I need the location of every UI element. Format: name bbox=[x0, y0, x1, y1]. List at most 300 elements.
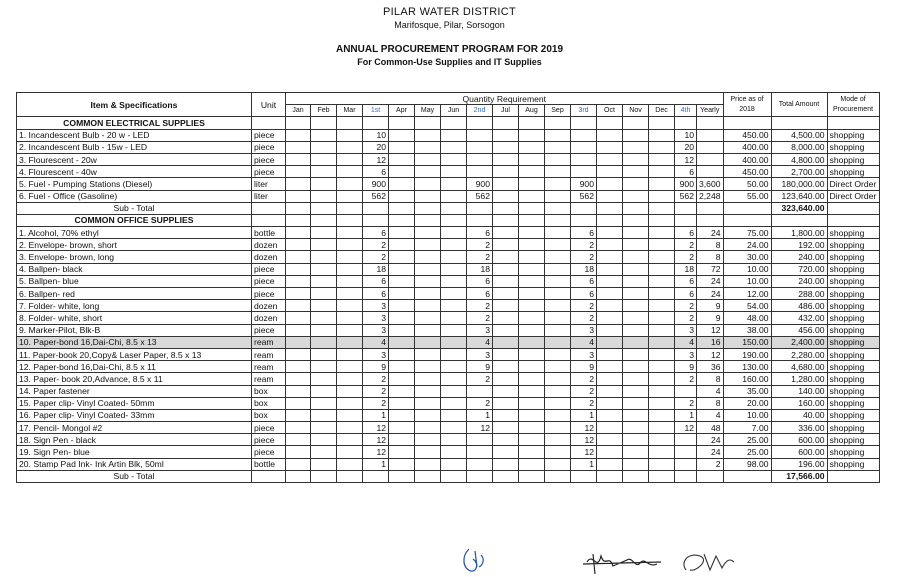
empty-cell bbox=[311, 434, 337, 446]
q2-cell bbox=[467, 166, 493, 178]
mode-cell: shopping bbox=[827, 166, 879, 178]
empty-cell bbox=[441, 275, 467, 287]
empty-cell bbox=[545, 446, 571, 458]
q2-cell: 2 bbox=[467, 312, 493, 324]
yearly-cell bbox=[697, 153, 724, 165]
q2-cell: 2 bbox=[467, 251, 493, 263]
empty-cell bbox=[545, 251, 571, 263]
empty-cell bbox=[441, 470, 467, 482]
empty-cell bbox=[597, 239, 623, 251]
empty-cell bbox=[519, 190, 545, 202]
empty-cell bbox=[493, 275, 519, 287]
empty-cell bbox=[286, 324, 311, 336]
price-cell: 450.00 bbox=[723, 129, 771, 141]
item-cell: 4. Flourescent - 40w bbox=[17, 166, 252, 178]
q4-cell bbox=[675, 434, 697, 446]
empty-cell bbox=[623, 263, 649, 275]
empty-cell bbox=[649, 227, 675, 239]
empty-cell bbox=[389, 153, 415, 165]
empty-cell bbox=[623, 227, 649, 239]
yearly-cell: 16 bbox=[697, 336, 724, 348]
section-title-row bbox=[17, 214, 880, 226]
empty-cell bbox=[493, 446, 519, 458]
empty-cell bbox=[623, 129, 649, 141]
table-row bbox=[17, 397, 880, 409]
empty-cell bbox=[519, 409, 545, 421]
total-cell: 4,500.00 bbox=[771, 129, 827, 141]
unit-cell: ream bbox=[252, 373, 286, 385]
unit-cell: dozen bbox=[252, 251, 286, 263]
empty-cell bbox=[649, 470, 675, 482]
price-cell: 50.00 bbox=[723, 178, 771, 190]
yearly-cell: 24 bbox=[697, 227, 724, 239]
empty-cell bbox=[389, 275, 415, 287]
mode-cell: shopping bbox=[827, 300, 879, 312]
price-cell: 75.00 bbox=[723, 227, 771, 239]
empty-cell bbox=[649, 458, 675, 470]
price-cell: 35.00 bbox=[723, 385, 771, 397]
subtotal-label: Sub - Total bbox=[17, 202, 252, 214]
empty-cell bbox=[286, 129, 311, 141]
empty-cell bbox=[286, 202, 311, 214]
empty-cell bbox=[441, 263, 467, 275]
empty-cell bbox=[623, 434, 649, 446]
unit-cell: box bbox=[252, 409, 286, 421]
empty-cell bbox=[771, 214, 827, 226]
empty-cell bbox=[623, 312, 649, 324]
empty-cell bbox=[286, 117, 311, 129]
q3-cell: 12 bbox=[571, 446, 597, 458]
price-cell: 160.00 bbox=[723, 373, 771, 385]
table-row bbox=[17, 227, 880, 239]
empty-cell bbox=[493, 385, 519, 397]
empty-cell bbox=[493, 263, 519, 275]
empty-cell bbox=[597, 227, 623, 239]
empty-cell bbox=[519, 348, 545, 360]
empty-cell bbox=[493, 166, 519, 178]
empty-cell bbox=[286, 300, 311, 312]
mode-cell: Direct Order bbox=[827, 178, 879, 190]
yearly-cell: 36 bbox=[697, 361, 724, 373]
total-cell: 2,700.00 bbox=[771, 166, 827, 178]
empty-cell bbox=[545, 373, 571, 385]
empty-cell bbox=[649, 324, 675, 336]
empty-cell bbox=[337, 397, 363, 409]
empty-cell bbox=[311, 153, 337, 165]
q4-cell: 3 bbox=[675, 324, 697, 336]
empty-cell bbox=[597, 434, 623, 446]
yearly-cell: 4 bbox=[697, 409, 724, 421]
q1-cell: 6 bbox=[363, 288, 389, 300]
total-cell: 240.00 bbox=[771, 275, 827, 287]
empty-cell bbox=[649, 166, 675, 178]
yearly-cell bbox=[697, 141, 724, 153]
total-cell: 456.00 bbox=[771, 324, 827, 336]
empty-cell bbox=[493, 141, 519, 153]
empty-cell bbox=[623, 300, 649, 312]
total-cell: 1,280.00 bbox=[771, 373, 827, 385]
empty-cell bbox=[697, 202, 724, 214]
item-cell: 20. Stamp Pad Ink- Ink Artin Blk, 50ml bbox=[17, 458, 252, 470]
empty-cell bbox=[286, 470, 311, 482]
item-cell: 9. Marker-Pilot, Blk-B bbox=[17, 324, 252, 336]
empty-cell bbox=[545, 288, 571, 300]
empty-cell bbox=[286, 288, 311, 300]
q4-cell: 6 bbox=[675, 166, 697, 178]
unit-cell: piece bbox=[252, 422, 286, 434]
table-row bbox=[17, 178, 880, 190]
empty-cell bbox=[389, 470, 415, 482]
empty-cell bbox=[337, 129, 363, 141]
table-row bbox=[17, 324, 880, 336]
empty-cell bbox=[493, 470, 519, 482]
q4-cell: 12 bbox=[675, 422, 697, 434]
item-cell: 17. Pencil- Mongol #2 bbox=[17, 422, 252, 434]
empty-cell bbox=[623, 324, 649, 336]
q2-cell: 2 bbox=[467, 373, 493, 385]
q1-cell: 6 bbox=[363, 166, 389, 178]
empty-cell bbox=[441, 251, 467, 263]
empty-cell bbox=[623, 190, 649, 202]
total-cell: 1,800.00 bbox=[771, 227, 827, 239]
q1-cell: 9 bbox=[363, 361, 389, 373]
empty-cell bbox=[519, 385, 545, 397]
empty-cell bbox=[697, 214, 724, 226]
empty-cell bbox=[675, 202, 697, 214]
empty-cell bbox=[649, 251, 675, 263]
empty-cell bbox=[337, 202, 363, 214]
price-cell: 98.00 bbox=[723, 458, 771, 470]
empty-cell bbox=[597, 251, 623, 263]
empty-cell bbox=[623, 336, 649, 348]
empty-cell bbox=[286, 385, 311, 397]
empty-cell bbox=[441, 324, 467, 336]
empty-cell bbox=[337, 141, 363, 153]
empty-cell bbox=[545, 166, 571, 178]
header-month: Aug bbox=[519, 105, 545, 117]
mode-cell: shopping bbox=[827, 275, 879, 287]
empty-cell bbox=[545, 117, 571, 129]
empty-cell bbox=[519, 288, 545, 300]
empty-cell bbox=[389, 239, 415, 251]
q1-cell: 2 bbox=[363, 251, 389, 263]
yearly-cell: 24 bbox=[697, 275, 724, 287]
empty-cell bbox=[415, 251, 441, 263]
yearly-cell: 24 bbox=[697, 446, 724, 458]
total-cell: 196.00 bbox=[771, 458, 827, 470]
q2-cell: 2 bbox=[467, 300, 493, 312]
empty-cell bbox=[723, 214, 771, 226]
mode-cell: shopping bbox=[827, 373, 879, 385]
document-header bbox=[0, 6, 899, 67]
empty-cell bbox=[493, 239, 519, 251]
empty-cell bbox=[337, 458, 363, 470]
item-cell: 6. Fuel - Office (Gasoline) bbox=[17, 190, 252, 202]
header-month: Jul bbox=[493, 105, 519, 117]
empty-cell bbox=[623, 397, 649, 409]
empty-cell bbox=[519, 336, 545, 348]
empty-cell bbox=[597, 275, 623, 287]
q3-cell: 6 bbox=[571, 275, 597, 287]
q2-cell: 562 bbox=[467, 190, 493, 202]
empty-cell bbox=[597, 178, 623, 190]
q4-cell bbox=[675, 458, 697, 470]
unit-cell: ream bbox=[252, 348, 286, 360]
empty-cell bbox=[389, 190, 415, 202]
table-header-row bbox=[17, 93, 880, 105]
empty-cell bbox=[252, 214, 286, 226]
item-cell: 5. Fuel - Pumping Stations (Diesel) bbox=[17, 178, 252, 190]
empty-cell bbox=[675, 470, 697, 482]
item-cell: 5. Ballpen- blue bbox=[17, 275, 252, 287]
q4-cell: 562 bbox=[675, 190, 697, 202]
q1-cell: 12 bbox=[363, 422, 389, 434]
empty-cell bbox=[389, 214, 415, 226]
empty-cell bbox=[597, 422, 623, 434]
price-cell: 150.00 bbox=[723, 336, 771, 348]
total-cell: 2,280.00 bbox=[771, 348, 827, 360]
empty-cell bbox=[519, 361, 545, 373]
unit-cell: piece bbox=[252, 288, 286, 300]
empty-cell bbox=[519, 300, 545, 312]
empty-cell bbox=[545, 202, 571, 214]
empty-cell bbox=[337, 288, 363, 300]
empty-cell bbox=[311, 300, 337, 312]
empty-cell bbox=[389, 129, 415, 141]
q4-cell: 2 bbox=[675, 239, 697, 251]
price-cell: 7.00 bbox=[723, 422, 771, 434]
empty-cell bbox=[597, 458, 623, 470]
empty-cell bbox=[649, 385, 675, 397]
empty-cell bbox=[389, 141, 415, 153]
q3-cell: 2 bbox=[571, 312, 597, 324]
yearly-cell bbox=[697, 129, 724, 141]
header-month: Jan bbox=[286, 105, 311, 117]
mode-cell: Direct Order bbox=[827, 190, 879, 202]
empty-cell bbox=[571, 214, 597, 226]
empty-cell bbox=[337, 324, 363, 336]
q1-cell: 3 bbox=[363, 312, 389, 324]
empty-cell bbox=[363, 202, 389, 214]
q1-cell: 2 bbox=[363, 239, 389, 251]
table-row bbox=[17, 251, 880, 263]
empty-cell bbox=[441, 446, 467, 458]
price-cell: 24.00 bbox=[723, 239, 771, 251]
q1-cell: 3 bbox=[363, 348, 389, 360]
empty-cell bbox=[311, 336, 337, 348]
empty-cell bbox=[649, 202, 675, 214]
empty-cell bbox=[441, 348, 467, 360]
empty-cell bbox=[415, 422, 441, 434]
empty-cell bbox=[252, 202, 286, 214]
empty-cell bbox=[415, 446, 441, 458]
item-cell: 16. Paper clip- Vinyl Coated- 33mm bbox=[17, 409, 252, 421]
empty-cell bbox=[337, 251, 363, 263]
empty-cell bbox=[286, 141, 311, 153]
empty-cell bbox=[493, 422, 519, 434]
header-month: 2nd bbox=[467, 105, 493, 117]
empty-cell bbox=[311, 409, 337, 421]
unit-cell: ream bbox=[252, 361, 286, 373]
header-month: 4th bbox=[675, 105, 697, 117]
total-cell: 600.00 bbox=[771, 434, 827, 446]
empty-cell bbox=[519, 117, 545, 129]
empty-cell bbox=[311, 458, 337, 470]
empty-cell bbox=[311, 470, 337, 482]
q4-cell: 2 bbox=[675, 397, 697, 409]
q4-cell: 6 bbox=[675, 227, 697, 239]
q4-cell: 3 bbox=[675, 348, 697, 360]
empty-cell bbox=[415, 141, 441, 153]
empty-cell bbox=[337, 361, 363, 373]
empty-cell bbox=[519, 227, 545, 239]
empty-cell bbox=[337, 434, 363, 446]
empty-cell bbox=[441, 190, 467, 202]
q3-cell: 2 bbox=[571, 373, 597, 385]
empty-cell bbox=[311, 129, 337, 141]
empty-cell bbox=[571, 470, 597, 482]
empty-cell bbox=[441, 214, 467, 226]
empty-cell bbox=[311, 239, 337, 251]
mode-cell: shopping bbox=[827, 288, 879, 300]
q2-cell: 2 bbox=[467, 239, 493, 251]
table-row bbox=[17, 361, 880, 373]
yearly-cell: 24 bbox=[697, 288, 724, 300]
total-cell: 192.00 bbox=[771, 239, 827, 251]
q1-cell: 2 bbox=[363, 373, 389, 385]
empty-cell bbox=[493, 227, 519, 239]
org-name: PILAR WATER DISTRICT bbox=[382, 6, 517, 18]
empty-cell bbox=[493, 300, 519, 312]
empty-cell bbox=[389, 251, 415, 263]
total-cell: 486.00 bbox=[771, 300, 827, 312]
signature-1 bbox=[455, 545, 495, 575]
q3-cell: 12 bbox=[571, 434, 597, 446]
header-unit: Unit bbox=[252, 93, 286, 117]
empty-cell bbox=[415, 361, 441, 373]
empty-cell bbox=[545, 153, 571, 165]
empty-cell bbox=[311, 373, 337, 385]
table-row bbox=[17, 275, 880, 287]
empty-cell bbox=[623, 178, 649, 190]
empty-cell bbox=[441, 385, 467, 397]
empty-cell bbox=[415, 458, 441, 470]
org-address: Marifosque, Pilar, Sorsogon bbox=[394, 20, 505, 30]
empty-cell bbox=[649, 190, 675, 202]
empty-cell bbox=[286, 422, 311, 434]
q4-cell: 12 bbox=[675, 153, 697, 165]
empty-cell bbox=[389, 336, 415, 348]
empty-cell bbox=[337, 300, 363, 312]
empty-cell bbox=[311, 178, 337, 190]
q2-cell: 6 bbox=[467, 288, 493, 300]
empty-cell bbox=[441, 288, 467, 300]
empty-cell bbox=[597, 166, 623, 178]
mode-cell: shopping bbox=[827, 312, 879, 324]
empty-cell bbox=[415, 397, 441, 409]
q3-cell: 900 bbox=[571, 178, 597, 190]
empty-cell bbox=[415, 348, 441, 360]
empty-cell bbox=[415, 275, 441, 287]
empty-cell bbox=[545, 178, 571, 190]
unit-cell: liter bbox=[252, 178, 286, 190]
mode-cell: shopping bbox=[827, 422, 879, 434]
empty-cell bbox=[545, 227, 571, 239]
price-cell: 38.00 bbox=[723, 324, 771, 336]
q1-cell: 6 bbox=[363, 275, 389, 287]
q1-cell: 900 bbox=[363, 178, 389, 190]
empty-cell bbox=[415, 434, 441, 446]
empty-cell bbox=[649, 397, 675, 409]
empty-cell bbox=[597, 300, 623, 312]
empty-cell bbox=[623, 422, 649, 434]
empty-cell bbox=[545, 141, 571, 153]
total-cell: 288.00 bbox=[771, 288, 827, 300]
mode-cell: shopping bbox=[827, 409, 879, 421]
q3-cell: 6 bbox=[571, 227, 597, 239]
q3-cell: 9 bbox=[571, 361, 597, 373]
empty-cell bbox=[467, 214, 493, 226]
q2-cell: 900 bbox=[467, 178, 493, 190]
empty-cell bbox=[389, 373, 415, 385]
yearly-cell: 12 bbox=[697, 324, 724, 336]
empty-cell bbox=[337, 409, 363, 421]
q1-cell: 3 bbox=[363, 300, 389, 312]
unit-cell: liter bbox=[252, 190, 286, 202]
empty-cell bbox=[545, 239, 571, 251]
empty-cell bbox=[286, 227, 311, 239]
price-cell: 10.00 bbox=[723, 263, 771, 275]
item-cell: 14. Paper fastener bbox=[17, 385, 252, 397]
table-row bbox=[17, 288, 880, 300]
empty-cell bbox=[545, 422, 571, 434]
mode-cell: shopping bbox=[827, 434, 879, 446]
empty-cell bbox=[519, 373, 545, 385]
q1-cell: 4 bbox=[363, 336, 389, 348]
yearly-cell: 3,600 bbox=[697, 178, 724, 190]
empty-cell bbox=[545, 409, 571, 421]
table-row bbox=[17, 190, 880, 202]
empty-cell bbox=[493, 117, 519, 129]
empty-cell bbox=[415, 153, 441, 165]
q3-cell: 2 bbox=[571, 239, 597, 251]
item-cell: 13. Paper- book 20,Advance, 8.5 x 11 bbox=[17, 373, 252, 385]
empty-cell bbox=[389, 117, 415, 129]
empty-cell bbox=[389, 312, 415, 324]
empty-cell bbox=[389, 434, 415, 446]
subtotal-row bbox=[17, 470, 880, 482]
empty-cell bbox=[441, 458, 467, 470]
table-row bbox=[17, 239, 880, 251]
empty-cell bbox=[389, 422, 415, 434]
empty-cell bbox=[597, 348, 623, 360]
empty-cell bbox=[519, 214, 545, 226]
mode-cell: shopping bbox=[827, 129, 879, 141]
empty-cell bbox=[441, 239, 467, 251]
item-cell: 18. Sign Pen - black bbox=[17, 434, 252, 446]
empty-cell bbox=[545, 190, 571, 202]
empty-cell bbox=[519, 446, 545, 458]
q1-cell: 20 bbox=[363, 141, 389, 153]
price-cell: 10.00 bbox=[723, 409, 771, 421]
empty-cell bbox=[389, 385, 415, 397]
empty-cell bbox=[519, 458, 545, 470]
empty-cell bbox=[337, 275, 363, 287]
table-row bbox=[17, 263, 880, 275]
empty-cell bbox=[545, 470, 571, 482]
empty-cell bbox=[441, 141, 467, 153]
empty-cell bbox=[441, 361, 467, 373]
